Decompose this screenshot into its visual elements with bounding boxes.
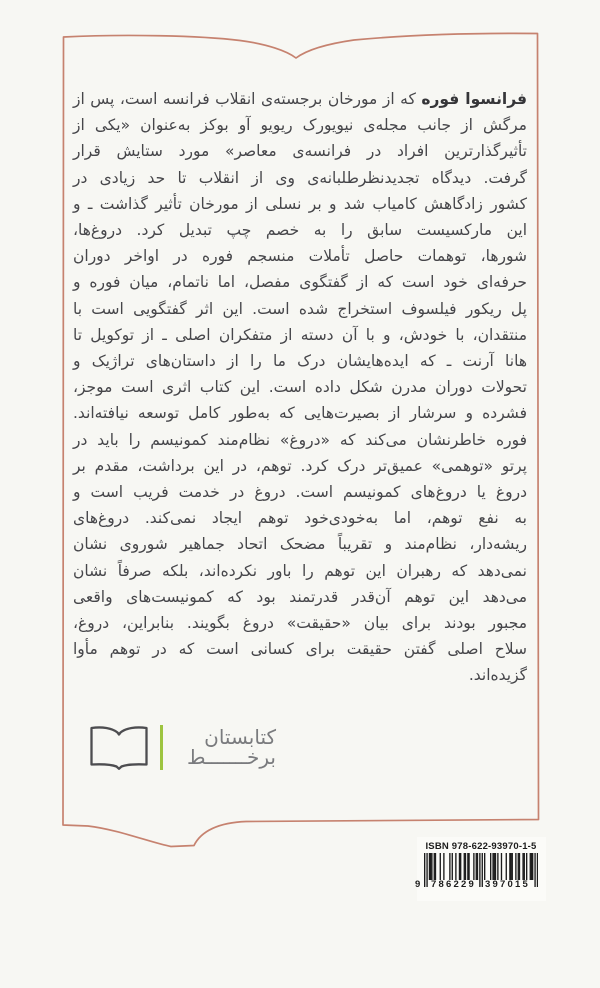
publisher-name-line1: کتابستان [204,725,276,749]
text-line: فشرده و سرشار از بصیرت‌هایی که به‌طور کامل توسعه نیافته‌اند. [73,404,527,423]
open-book-icon [90,723,148,771]
isbn-barcode [415,841,538,890]
text-line: مرگش از جانب مجله‌ی نیویورک ریویو آو بوکز به‌عنوان «یکی از [73,116,527,135]
barcode-digit-group1: 786229 [431,879,476,890]
text-line: شورها، توهمات حاصل تأملات منسجم فوره در اواخر دوران [73,247,527,266]
text-line: گرفت. دیدگاه تجدیدنظرطلبانه‌ی وی از انقلاب تا حد زیادی در [73,168,527,187]
text-line: هانا آرنت ـ که ایده‌هایشان درک ما را از داستان‌های تراژیک و [73,352,527,371]
publisher-logo [90,721,276,773]
text-line: تأثیرگذارترین افراد در فرانسه‌ی معاصر» مورد ستایش قرار [73,142,527,161]
text-line: به نفع توهم، اما به‌خودی‌خود توهم ایجاد نمی‌کند. دروغ‌های [73,509,527,528]
barcode-digit-lead: 9 [415,879,421,890]
text-line: پرتو «توهمی» عمیق‌تر درک کرد. توهم، در این برداشت، مقدم بر [73,456,527,475]
text-line: منتقدان، با خودش، و با آن دسته از متفکران اصلی ـ از توکویل تا [73,325,527,344]
publisher-name-line2: برخـــــــط [187,745,276,769]
text-line: سلاح اصلی گفتن حقیقت برای کسانی است که در توهم مأوا [73,640,527,659]
barcode-digits [415,879,538,890]
text-line: می‌دهد این توهم آن‌قدر قدرتمند بود که کمونیست‌های واقعی [73,587,527,606]
text-line: فوره خاطرنشان می‌کند که «دروغ» نظام‌مند کمونیسم را باید در [73,430,527,449]
text-line: این مارکسیست سابق را به خصم چپ تبدیل کرد. دروغ‌ها، [73,221,527,240]
text-line: تحولات دوران مدرن شکل داده است. این کتاب اثری است موجز، [73,378,527,397]
logo-divider-bar [160,725,163,770]
text-line: کشور زادگاهش کامیاب شد و بر نسلی از مورخان تأثیر گذاشت ـ و [73,194,527,213]
text-line: نمی‌دهد که رهبران این توهم را باور نکرده‌اند، بلکه صرفاً نشان [73,561,527,580]
barcode-digit-group2: 397015 [485,879,530,890]
publisher-name [174,727,276,767]
text-line: ریشه‌دار، نظام‌مند و تقریباً مضحک اتحاد جماهیر شوروی نشان [73,535,527,554]
isbn-label: ISBN 978-622-93970-1-5 [425,841,537,852]
text-line: گزیده‌اند. [468,666,527,685]
text-line: مجبور بودند برای بیان «حقیقت» دروغ بگویند. بنابراین، دروغ، [73,614,527,633]
text-line: دروغ یا دروغ‌های کمونیسم است. دروغ در خدمت فریب است و [73,483,527,502]
back-cover-text [73,86,527,689]
text-line: فرانسوا فوره که از مورخان برجسته‌ی انقلاب فرانسه است، پس از [73,90,527,108]
text-line: حرفه‌ای خود است که از گفتگوی مفصل، اما ناتمام، میان فوره و [73,273,527,292]
text-line: پل ریکور فیلسوف استخراج شده است. این اثر گفتگویی است با [73,299,527,318]
